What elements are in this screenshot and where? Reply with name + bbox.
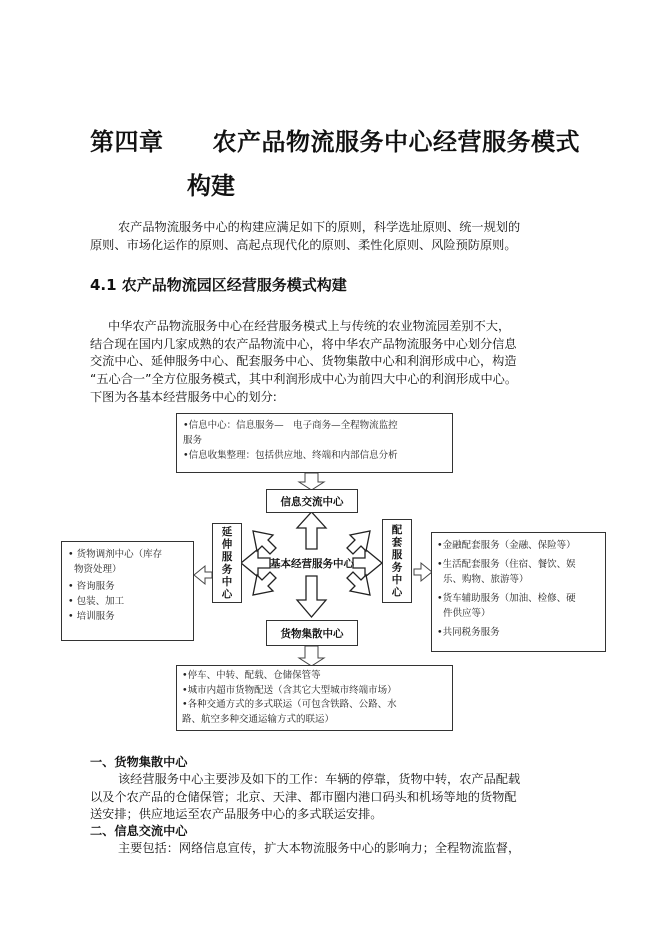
- arrow-top-down: [299, 473, 324, 490]
- support-service-center-label: 配套服务中心: [390, 523, 403, 599]
- intro-line-1: 农产品物流服务中心的构建应满足如下的原则，科学选址原则、统一规划的: [118, 220, 521, 234]
- part1-line-1: 该经营服务中心主要涉及如下的工作：车辆的停靠，货物中转，农产品配载: [118, 772, 521, 786]
- section-para-line-1: 中华农产品物流服务中心在经营服务模式上与传统的农业物流园差别不大，: [108, 319, 511, 333]
- extension-services-line-2: 物资处理）: [74, 564, 122, 575]
- cargo-services-line-1: •停车、中转、配载、仓储保管等: [182, 670, 321, 681]
- chapter-title-continued: 构建: [187, 171, 235, 200]
- section-para-line-5: 下图为各基本经营服务中心的划分:: [90, 390, 277, 404]
- support-service-center: [382, 519, 412, 603]
- extension-services-line-1: • 货物调剂中心（库存: [68, 549, 163, 560]
- arrow-bottom-down: [299, 646, 324, 666]
- core-service-center-label: 基本经营服务中心: [270, 558, 354, 570]
- arrow-right-out: [414, 563, 432, 581]
- section-para-line-4: “五心合一”全方位服务模式，其中利润形成中心为前四大中心的利润形成中心。: [90, 372, 518, 386]
- section-heading-4-1: 4.1 农产品物流园区经营服务模式构建: [90, 276, 347, 294]
- extension-services-line-5: • 培训服务: [68, 611, 115, 622]
- support-services-line-3: 乐、购物、旅游等）: [443, 574, 529, 585]
- cargo-services-line-4: 路、航空多种交通运输方式的联运）: [182, 713, 335, 725]
- part2-line-1: 主要包括：网络信息宣传，扩大本物流服务中心的影响力；全程物流监督，: [118, 841, 521, 855]
- extension-services-line-3: • 咨询服务: [68, 581, 115, 592]
- cargo-services-box: [176, 665, 453, 731]
- support-services-box: [431, 532, 606, 652]
- part1-heading: 一、货物集散中心: [90, 755, 188, 769]
- part1-line-2: 以及个农产品的仓储保管；北京、天津、都市圈内港口码头和机场等地的货物配: [90, 790, 517, 804]
- arrow-left-out: [194, 566, 212, 584]
- info-services-line-3: •信息收集整理：包括供应地、终端和内部信息分析: [183, 450, 398, 461]
- info-exchange-center-label: 信息交流中心: [280, 496, 344, 508]
- extension-service-center: [212, 523, 242, 603]
- support-services-line-4: •货车辅助服务（加油、检修、硬: [437, 593, 576, 604]
- support-services-line-1: •金融配套服务（金融、保险等）: [437, 540, 576, 551]
- info-exchange-center: [266, 489, 358, 513]
- intro-line-2: 原则、市场化运作的原则、高起点现代化的原则、柔性化原则、风险预防原则。: [90, 238, 517, 252]
- support-services-line-2: •生活配套服务（住宿、餐饮、娱: [437, 559, 576, 570]
- extension-services-line-4: • 包装、加工: [68, 596, 125, 607]
- cargo-distribution-center-label: 货物集散中心: [280, 628, 344, 640]
- extension-services-box: [61, 541, 194, 641]
- support-services-line-6: •共同税务服务: [437, 627, 500, 638]
- section-para-line-2: 结合现在国内几家成熟的农产品物流中心，将中华农产品物流服务中心划分信息: [90, 337, 517, 351]
- extension-service-center-label: 延伸服务中心: [220, 525, 233, 601]
- section-para-line-3: 交流中心、延伸服务中心、配套服务中心、货物集散中心和利润形成中心，构造: [90, 354, 517, 368]
- cargo-services-line-2: •城市内超市货物配送（含其它大型城市终端市场）: [182, 684, 397, 696]
- part2-heading: 二、信息交流中心: [90, 824, 188, 838]
- cargo-distribution-center: [266, 620, 358, 646]
- info-services-line-2: 服务: [183, 435, 203, 446]
- support-services-line-5: 件供应等）: [443, 608, 491, 619]
- part1-line-3: 送安排；供应地运至农产品服务中心的多式联运安排。: [90, 807, 383, 821]
- chapter-title: 第四章 农产品物流服务中心经营服务模式: [90, 127, 580, 156]
- info-services-line-1: •信息中心：信息服务— 电子商务—全程物流监控: [183, 420, 398, 431]
- cargo-services-line-3: •各种交通方式的多式联运（可包含铁路、公路、水: [182, 699, 397, 710]
- info-services-box: [176, 413, 453, 473]
